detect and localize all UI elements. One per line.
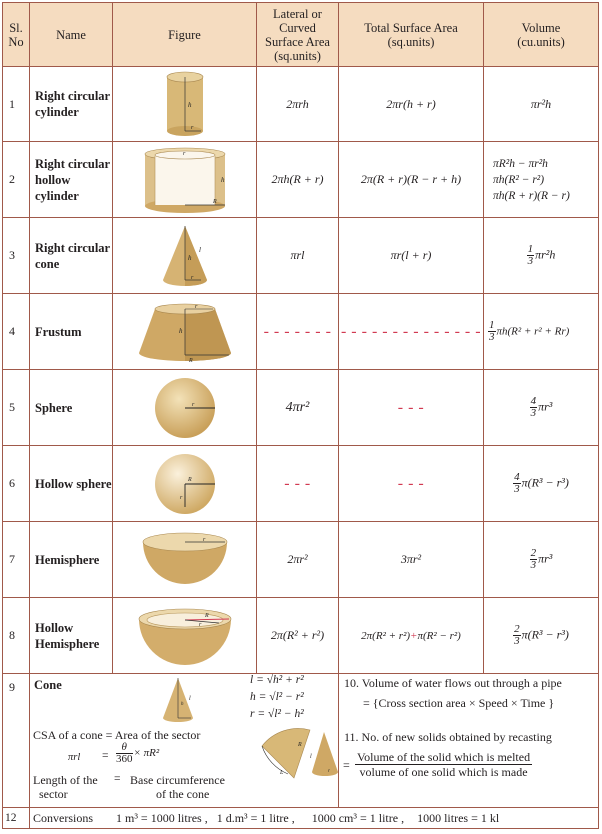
volume-value: $\frac{4}{3}$ πr³ [484, 370, 599, 446]
volume-value: $\frac{1}{3}$ πr²h [484, 218, 599, 294]
svg-text:R: R [212, 198, 217, 205]
pirl-label: πrl [68, 752, 81, 763]
sector-and-cone-figure [258, 724, 340, 786]
tsa-value: - - - - - - - - - - - - - - [339, 294, 484, 370]
svg-text:R: R [187, 476, 192, 483]
table-row [3, 446, 599, 522]
frustum-figure [113, 294, 257, 370]
volume-value: $\frac{1}{3}$ πh(R² + r² + Rr) [484, 294, 599, 370]
mensuration-table [2, 2, 599, 829]
header-figure: Figure [113, 3, 257, 67]
svg-text:h: h [187, 101, 191, 109]
row-number: 2 [3, 142, 30, 218]
shape-name: Hollow sphere [30, 446, 113, 522]
table-row [3, 598, 599, 674]
volume-value: $\frac{2}{3}$ πr³ [484, 522, 599, 598]
row-number: 3 [3, 218, 30, 294]
svg-text:r: r [198, 621, 201, 628]
tsa-value: 2π(R² + r²)+π(R² − r²) [339, 598, 484, 674]
table-row [3, 370, 599, 446]
header-name: Name [30, 3, 113, 67]
fraction: $\frac{4}{3}$ [514, 471, 520, 495]
table-row [3, 218, 599, 294]
csa-sector-line: CSA of a cone = Area of the sector [33, 728, 201, 742]
tsa-value: 3πr² [339, 522, 484, 598]
svg-text:r: r [191, 401, 194, 408]
table-row [3, 674, 599, 808]
shape-name: Frustum [30, 294, 113, 370]
svg-text:r: r [179, 494, 182, 501]
formula-h: h = √l² − r² [250, 691, 304, 703]
fraction: $\frac{1}{3}$ [527, 243, 534, 267]
header-lateral: Lateral or Curved Surface Area (sq.units) [257, 3, 339, 67]
fraction: $\frac{4}{3}$ [530, 395, 537, 419]
svg-text:r: r [328, 769, 330, 774]
header-volume: Volume (cu.units) [484, 3, 599, 67]
csa-value: - - - [257, 446, 339, 522]
volume-value: $\frac{2}{3}$ π(R³ − r³) [484, 598, 599, 674]
table-row [3, 522, 599, 598]
table-row [3, 294, 599, 370]
volume-value: πr²h [484, 67, 599, 142]
sector-fraction: $\frac{\theta}{360}$ × πR² [116, 741, 160, 765]
volume-line: πh(R + r)(R − r) [493, 189, 570, 202]
small-cone-figure [158, 676, 198, 726]
note-10-title: 10. Volume of water flows out through a pipe [344, 676, 562, 690]
fraction: $\frac{2}{3}$ [530, 547, 537, 571]
fraction: $\frac{1}{3}$ [489, 319, 495, 343]
csa-value: 2πr² [257, 522, 339, 598]
csa-value: 4πr² [257, 370, 339, 446]
volume-line: πh(R² − r²) [493, 173, 545, 186]
cone-figure [113, 218, 257, 294]
hollow-cylinder-figure [113, 142, 257, 218]
volume-line: πR²h − πr²h [493, 157, 548, 170]
fraction: $\frac{2}{3}$ [514, 623, 520, 647]
tsa-value: πr(l + r) [339, 218, 484, 294]
svg-text:r: r [190, 274, 193, 281]
shape-name: Right circular cone [30, 218, 113, 294]
csa-value: 2πh(R + r) [257, 142, 339, 218]
csa-value: πrl [257, 218, 339, 294]
conversions-label: Conversions [33, 810, 93, 825]
svg-text:l: l [310, 754, 312, 760]
svg-text:h: h [220, 175, 224, 184]
shape-name: Right circular hollow cylinder [30, 142, 113, 218]
svg-text:R: R [298, 742, 302, 748]
cone-notes-cell [30, 674, 339, 808]
tsa-value: - - - [339, 370, 484, 446]
row-number: 8 [3, 598, 30, 674]
svg-text:L: L [280, 770, 284, 776]
notes-10-11-cell [339, 674, 599, 808]
header-sl: Sl. No [3, 3, 30, 67]
conversions-cell [30, 808, 599, 829]
row-number: 5 [3, 370, 30, 446]
row-number: 1 [3, 67, 30, 142]
volume-value [484, 142, 599, 218]
length-label: Length of the sector [33, 773, 98, 801]
row-number: 6 [3, 446, 30, 522]
table-row [3, 142, 599, 218]
equals-sign: = [343, 758, 350, 772]
header-total: Total Surface Area (sq.units) [339, 3, 484, 67]
hemisphere-figure [113, 522, 257, 598]
formula-l: l = √h² + r² [250, 674, 304, 686]
tsa-value: 2π(R + r)(R − r + h) [339, 142, 484, 218]
conversion-item: 1000 litres = 1 kl [417, 810, 500, 825]
svg-text:r: r [190, 125, 193, 131]
header-row [3, 3, 599, 67]
equals-sign: = [114, 773, 121, 785]
csa-value: - - - - - - - [257, 294, 339, 370]
volume-value: $\frac{4}{3}$ π(R³ − r³) [484, 446, 599, 522]
svg-text:l: l [198, 245, 201, 254]
table-row [3, 808, 599, 829]
tsa-value: 2πr(h + r) [339, 67, 484, 142]
sphere-figure [113, 370, 257, 446]
equals-sign: = [102, 750, 109, 762]
svg-text:h: h [181, 702, 184, 707]
note-11-title: 11. No. of new solids obtained by recasting [344, 730, 552, 744]
row-number: 9 [3, 674, 30, 808]
svg-text:l: l [189, 696, 191, 702]
svg-text:r: r [182, 150, 185, 157]
csa-value: 2π(R² + r²) [257, 598, 339, 674]
hollow-hemisphere-figure [113, 598, 257, 674]
tsa-value: - - - [339, 446, 484, 522]
conversion-item: 1000 cm³ = 1 litre , [311, 810, 405, 825]
svg-text:R: R [204, 612, 209, 619]
row-number: 4 [3, 294, 30, 370]
svg-text:h: h [187, 253, 191, 262]
conversion-item: 1 d.m³ = 1 litre , [216, 810, 295, 825]
note-10-body: = {Cross section area × Speed × Time } [363, 696, 555, 710]
svg-text:h: h [178, 326, 182, 335]
shape-name: Hollow Hemisphere [30, 598, 113, 674]
base-circumference-label: Base circumference of the cone [130, 773, 225, 801]
cylinder-figure [113, 67, 257, 142]
shape-name: Sphere [30, 370, 113, 446]
csa-value: 2πrh [257, 67, 339, 142]
row-number: 12 [3, 808, 30, 829]
shape-name: Right circular cylinder [30, 67, 113, 142]
svg-text:r: r [202, 536, 205, 543]
shape-name: Hemisphere [30, 522, 113, 598]
cone-title: Cone [34, 678, 62, 692]
conversion-item: 1 m³ = 1000 litres , [116, 810, 208, 825]
hollow-sphere-figure [113, 446, 257, 522]
formula-r: r = √l² − h² [250, 708, 304, 720]
row-number: 7 [3, 522, 30, 598]
table-row [3, 67, 599, 142]
svg-text:R: R [188, 357, 193, 364]
svg-text:r: r [194, 303, 197, 310]
note-11-fraction: Volume of the solid which is melted volume of one solid which is made [357, 750, 531, 779]
